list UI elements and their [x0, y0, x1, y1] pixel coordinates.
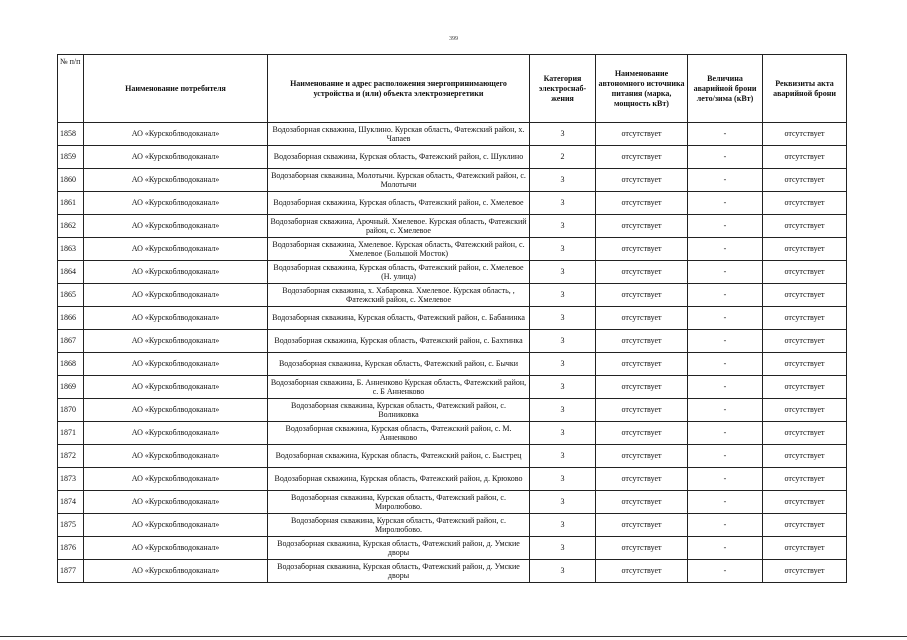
- cell-num: 1869: [58, 376, 84, 399]
- cell-category: 2: [530, 146, 596, 169]
- header-act: Реквизиты акта аварийной брони: [763, 55, 847, 123]
- cell-address: Водозаборная скважина, Шуклино. Курская область, Фатежский район, х. Чапаев: [268, 123, 530, 146]
- cell-address: Водозаборная скважина, Курская область, Фатежский район, д. Умские дворы: [268, 560, 530, 583]
- cell-consumer: АО «Курскоблводоканал»: [84, 422, 268, 445]
- cell-num: 1870: [58, 399, 84, 422]
- cell-act: отсутствует: [763, 307, 847, 330]
- cell-category: 3: [530, 468, 596, 491]
- cell-consumer: АО «Курскоблводоканал»: [84, 491, 268, 514]
- cell-power: -: [688, 261, 763, 284]
- cell-num: 1875: [58, 514, 84, 537]
- cell-source: отсутствует: [596, 192, 688, 215]
- cell-act: отсутствует: [763, 445, 847, 468]
- cell-power: -: [688, 514, 763, 537]
- cell-source: отсутствует: [596, 560, 688, 583]
- cell-act: отсутствует: [763, 514, 847, 537]
- cell-power: -: [688, 537, 763, 560]
- cell-category: 3: [530, 491, 596, 514]
- cell-address: Водозаборная скважина, Курская область, Фатежский район, с. Бахтинка: [268, 330, 530, 353]
- header-num: № п/п: [58, 55, 84, 123]
- cell-address: Водозаборная скважина, Молотычи. Курская область, Фатежский район, с. Молотычи: [268, 169, 530, 192]
- cell-consumer: АО «Курскоблводоканал»: [84, 215, 268, 238]
- cell-address: Водозаборная скважина, Курская область, Фатежский район, д. Крюково: [268, 468, 530, 491]
- header-address: Наименование и адрес расположения энергопринимающего устройства и (или) объекта электроэнергетики: [268, 55, 530, 123]
- cell-source: отсутствует: [596, 468, 688, 491]
- cell-num: 1858: [58, 123, 84, 146]
- cell-category: 3: [530, 192, 596, 215]
- cell-category: 3: [530, 169, 596, 192]
- cell-act: отсутствует: [763, 146, 847, 169]
- table-row: [58, 123, 847, 146]
- cell-source: отсутствует: [596, 307, 688, 330]
- cell-num: 1872: [58, 445, 84, 468]
- table-row: [58, 215, 847, 238]
- cell-act: отсутствует: [763, 537, 847, 560]
- cell-power: -: [688, 468, 763, 491]
- cell-consumer: АО «Курскоблводоканал»: [84, 238, 268, 261]
- cell-consumer: АО «Курскоблводоканал»: [84, 514, 268, 537]
- cell-act: отсутствует: [763, 169, 847, 192]
- cell-act: отсутствует: [763, 422, 847, 445]
- cell-power: -: [688, 146, 763, 169]
- cell-source: отсутствует: [596, 330, 688, 353]
- table-row: [58, 422, 847, 445]
- cell-category: 3: [530, 514, 596, 537]
- cell-num: 1859: [58, 146, 84, 169]
- cell-consumer: АО «Курскоблводоканал»: [84, 261, 268, 284]
- cell-category: 3: [530, 353, 596, 376]
- page-bottom-rule: [0, 636, 907, 637]
- cell-num: 1865: [58, 284, 84, 307]
- cell-consumer: АО «Курскоблводоканал»: [84, 284, 268, 307]
- cell-consumer: АО «Курскоблводоканал»: [84, 192, 268, 215]
- table-row: [58, 169, 847, 192]
- cell-address: Водозаборная скважина, Курская область, Фатежский район, с. Хмелевое: [268, 192, 530, 215]
- cell-num: 1873: [58, 468, 84, 491]
- cell-category: 3: [530, 537, 596, 560]
- cell-address: Водозаборная скважина, Курская область, Фатежский район, с. Бычки: [268, 353, 530, 376]
- cell-source: отсутствует: [596, 146, 688, 169]
- cell-power: -: [688, 445, 763, 468]
- cell-address: Водозаборная скважина, Курская область, Фатежский район, с. Шуклино: [268, 146, 530, 169]
- cell-consumer: АО «Курскоблводоканал»: [84, 146, 268, 169]
- cell-consumer: АО «Курскоблводоканал»: [84, 399, 268, 422]
- cell-power: -: [688, 353, 763, 376]
- cell-source: отсутствует: [596, 261, 688, 284]
- cell-power: -: [688, 330, 763, 353]
- table-row: [58, 376, 847, 399]
- table-row: [58, 491, 847, 514]
- cell-category: 3: [530, 422, 596, 445]
- cell-consumer: АО «Курскоблводоканал»: [84, 468, 268, 491]
- cell-category: 3: [530, 284, 596, 307]
- cell-act: отсутствует: [763, 330, 847, 353]
- cell-source: отсутствует: [596, 123, 688, 146]
- cell-consumer: АО «Курскоблводоканал»: [84, 560, 268, 583]
- cell-address: Водозаборная скважина, Курская область, Фатежский район, д. Умские дворы: [268, 537, 530, 560]
- table-header: [58, 55, 847, 123]
- cell-power: -: [688, 399, 763, 422]
- cell-source: отсутствует: [596, 376, 688, 399]
- table-row: [58, 284, 847, 307]
- cell-num: 1863: [58, 238, 84, 261]
- table-row: [58, 560, 847, 583]
- cell-consumer: АО «Курскоблводоканал»: [84, 307, 268, 330]
- cell-power: -: [688, 238, 763, 261]
- cell-address: Водозаборная скважина, х. Хабаровка. Хмелевое. Курская область, , Фатежский район, с. Хмелевое: [268, 284, 530, 307]
- cell-consumer: АО «Курскоблводоканал»: [84, 169, 268, 192]
- cell-category: 3: [530, 376, 596, 399]
- table-row: [58, 307, 847, 330]
- table-body: [58, 123, 847, 583]
- cell-power: -: [688, 376, 763, 399]
- cell-power: -: [688, 284, 763, 307]
- cell-source: отсутствует: [596, 514, 688, 537]
- cell-source: отсутствует: [596, 491, 688, 514]
- cell-act: отсутствует: [763, 261, 847, 284]
- cell-num: 1864: [58, 261, 84, 284]
- cell-consumer: АО «Курскоблводоканал»: [84, 123, 268, 146]
- cell-consumer: АО «Курскоблводоканал»: [84, 376, 268, 399]
- cell-num: 1871: [58, 422, 84, 445]
- cell-category: 3: [530, 445, 596, 468]
- cell-source: отсутствует: [596, 215, 688, 238]
- header-source: Наименование автономного источника питания (марка, мощность кВт): [596, 55, 688, 123]
- cell-power: -: [688, 192, 763, 215]
- table-row: [58, 238, 847, 261]
- cell-num: 1861: [58, 192, 84, 215]
- cell-address: Водозаборная скважина, Арочный. Хмелевое. Курская область, Фатежский район, с. Хмелевое: [268, 215, 530, 238]
- cell-num: 1876: [58, 537, 84, 560]
- consumers-table: [57, 54, 847, 583]
- cell-category: 3: [530, 238, 596, 261]
- cell-category: 3: [530, 123, 596, 146]
- cell-source: отсутствует: [596, 353, 688, 376]
- cell-num: 1868: [58, 353, 84, 376]
- cell-act: отсутствует: [763, 123, 847, 146]
- cell-act: отсутствует: [763, 399, 847, 422]
- cell-num: 1862: [58, 215, 84, 238]
- cell-num: 1877: [58, 560, 84, 583]
- cell-act: отсутствует: [763, 560, 847, 583]
- cell-source: отсутствует: [596, 238, 688, 261]
- table-row: [58, 261, 847, 284]
- cell-act: отсутствует: [763, 238, 847, 261]
- cell-num: 1874: [58, 491, 84, 514]
- table-row: [58, 514, 847, 537]
- cell-act: отсутствует: [763, 284, 847, 307]
- cell-address: Водозаборная скважина, Хмелевое. Курская область, Фатежский район, с. Хмелевое (Большой Мосток): [268, 238, 530, 261]
- cell-num: 1867: [58, 330, 84, 353]
- cell-source: отсутствует: [596, 422, 688, 445]
- cell-power: -: [688, 215, 763, 238]
- cell-num: 1860: [58, 169, 84, 192]
- cell-consumer: АО «Курскоблводоканал»: [84, 537, 268, 560]
- cell-source: отсутствует: [596, 537, 688, 560]
- cell-address: Водозаборная скважина, Курская область, Фатежский район, с. Волниковка: [268, 399, 530, 422]
- cell-category: 3: [530, 330, 596, 353]
- page-number: 399: [449, 36, 458, 42]
- header-consumer: Наименование потребителя: [84, 55, 268, 123]
- cell-source: отсутствует: [596, 284, 688, 307]
- cell-source: отсутствует: [596, 169, 688, 192]
- table-row: [58, 353, 847, 376]
- cell-act: отсутствует: [763, 353, 847, 376]
- cell-consumer: АО «Курскоблводоканал»: [84, 330, 268, 353]
- cell-category: 3: [530, 399, 596, 422]
- cell-power: -: [688, 491, 763, 514]
- cell-consumer: АО «Курскоблводоканал»: [84, 445, 268, 468]
- header-power: Величина аварийной брони лето/зима (кВт): [688, 55, 763, 123]
- cell-address: Водозаборная скважина, Курская область, Фатежский район, с. Миролюбово.: [268, 491, 530, 514]
- cell-address: Водозаборная скважина, Курская область, Фатежский район, с. Миролюбово.: [268, 514, 530, 537]
- table-row: [58, 445, 847, 468]
- cell-power: -: [688, 169, 763, 192]
- cell-act: отсутствует: [763, 491, 847, 514]
- cell-address: Водозаборная скважина, Курская область, Фатежский район, с. Бабанинка: [268, 307, 530, 330]
- table-row: [58, 192, 847, 215]
- cell-consumer: АО «Курскоблводоканал»: [84, 353, 268, 376]
- cell-address: Водозаборная скважина, Курская область, Фатежский район, с. М. Анненково: [268, 422, 530, 445]
- cell-category: 3: [530, 560, 596, 583]
- header-category: Категория электроснаб-жения: [530, 55, 596, 123]
- table-row: [58, 330, 847, 353]
- cell-source: отсутствует: [596, 399, 688, 422]
- cell-category: 3: [530, 261, 596, 284]
- table-row: [58, 146, 847, 169]
- cell-power: -: [688, 422, 763, 445]
- cell-act: отсутствует: [763, 215, 847, 238]
- cell-source: отсутствует: [596, 445, 688, 468]
- cell-category: 3: [530, 215, 596, 238]
- table-row: [58, 468, 847, 491]
- cell-power: -: [688, 307, 763, 330]
- cell-power: -: [688, 123, 763, 146]
- table-row: [58, 537, 847, 560]
- cell-category: 3: [530, 307, 596, 330]
- table-row: [58, 399, 847, 422]
- cell-num: 1866: [58, 307, 84, 330]
- cell-address: Водозаборная скважина, Курская область, Фатежский район, с. Хмелевое (Н. улица): [268, 261, 530, 284]
- cell-address: Водозаборная скважина, Курская область, Фатежский район, с. Быстрец: [268, 445, 530, 468]
- cell-power: -: [688, 560, 763, 583]
- cell-act: отсутствует: [763, 376, 847, 399]
- cell-address: Водозаборная скважина, Б. Анненково Курская область, Фатежский район, с. Б Анненково: [268, 376, 530, 399]
- cell-act: отсутствует: [763, 468, 847, 491]
- cell-act: отсутствует: [763, 192, 847, 215]
